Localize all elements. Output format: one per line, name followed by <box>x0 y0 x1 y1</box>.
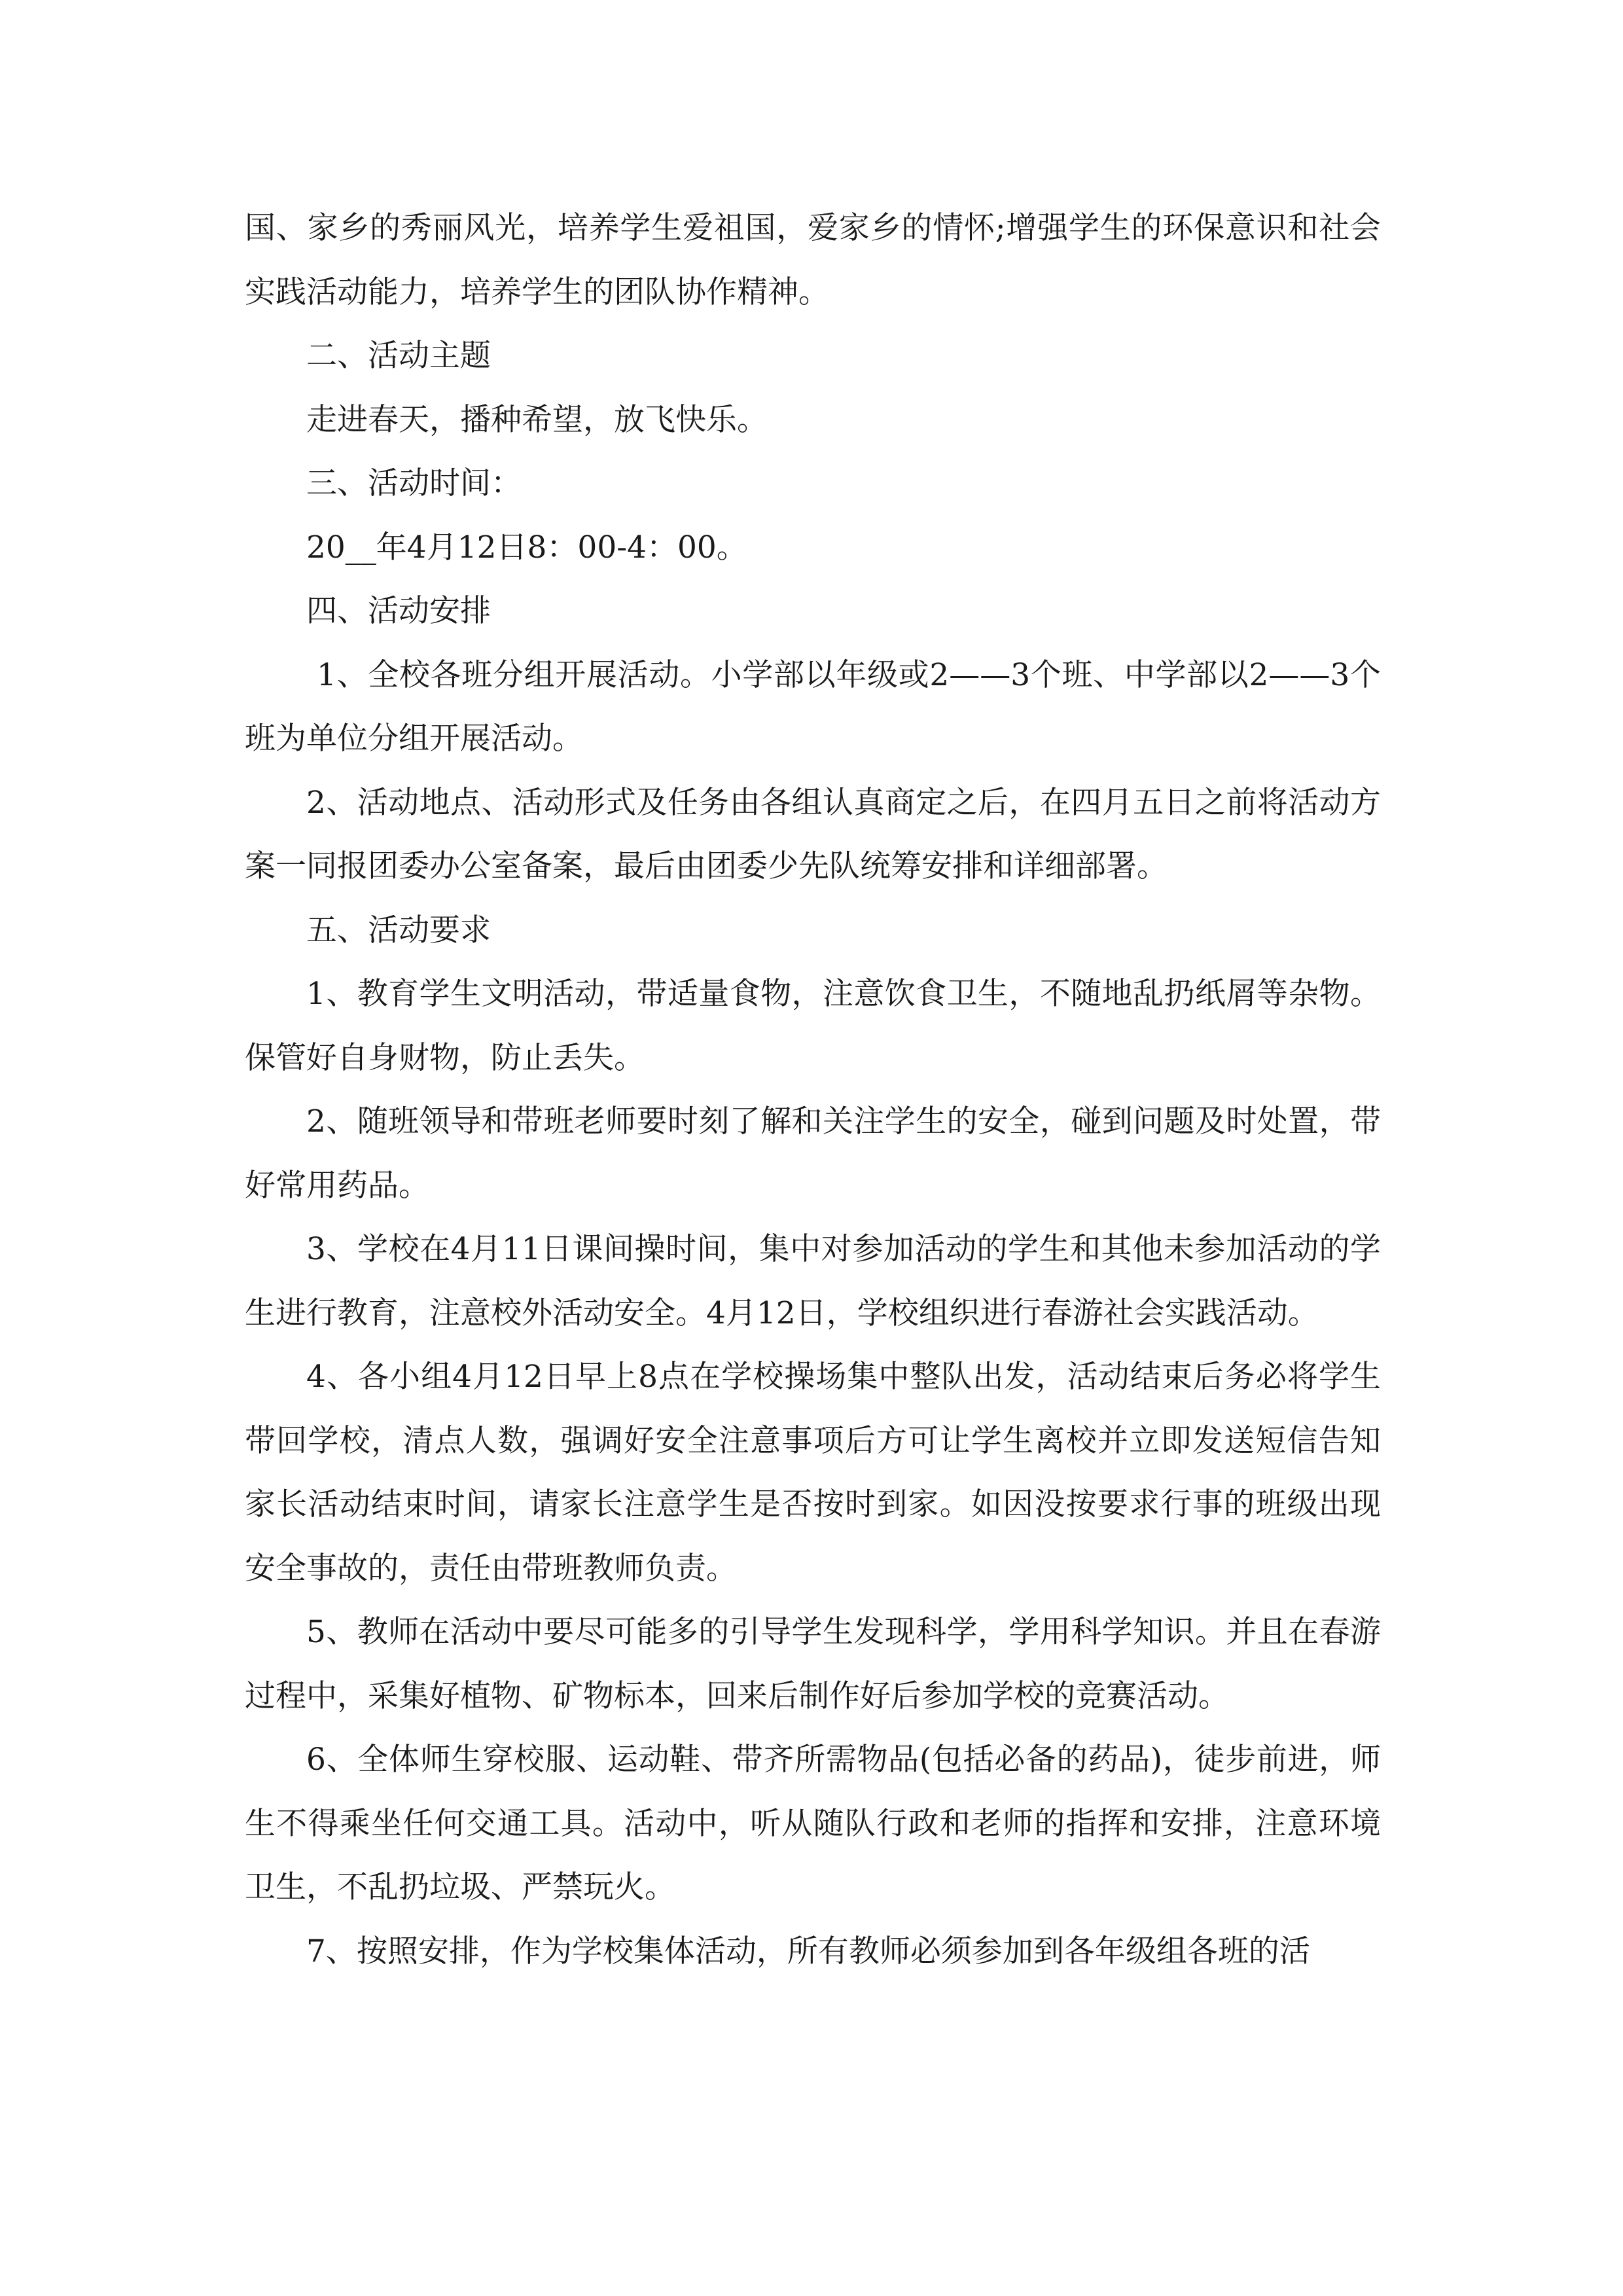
requirement-item-5: 5、教师在活动中要尽可能多的引导学生发现科学，学用科学知识。并且在春游过程中，采集好植物、矿物标本，回来后制作好后参加学校的竞赛活动。 <box>245 1614 1381 1714</box>
requirement-item-3: 3、学校在4月11日课间操时间，集中对参加活动的学生和其他未参加活动的学生进行教育，注意校外活动安全。4月12日，学校组织进行春游社会实践活动。 <box>245 1231 1381 1331</box>
heading-activity-arrangement: 四、活动安排 <box>306 593 491 629</box>
requirement-item-1: 1、教育学生文明活动，带适量食物，注意饮食卫生，不随地乱扔纸屑等杂物。保管好自身财物，防止丢失。 <box>245 976 1381 1076</box>
heading-activity-time: 三、活动时间： <box>306 465 522 501</box>
document-body <box>245 196 1381 1983</box>
paragraph-theme: 走进春天，播种希望，放飞快乐。 <box>306 401 768 438</box>
heading-activity-theme: 二、活动主题 <box>306 338 491 374</box>
requirement-item-2: 2、随班领导和带班老师要时刻了解和关注学生的安全，碰到问题及时处置，带好常用药品。 <box>245 1103 1381 1204</box>
paragraph-time: 20__年4月12日8：00-4：00。 <box>306 529 747 565</box>
requirement-item-7: 7、按照安排，作为学校集体活动，所有教师必须参加到各年级组各班的活 <box>306 1933 1310 1969</box>
heading-activity-requirements: 五、活动要求 <box>306 912 491 948</box>
requirement-item-6: 6、全体师生穿校服、运动鞋、带齐所需物品(包括必备的药品)，徒步前进，师生不得乘坐任何交通工具。活动中，听从随队行政和老师的指挥和安排，注意环境卫生，不乱扔垃圾、严禁玩火。 <box>245 1742 1381 1905</box>
arrangement-item-2: 2、活动地点、活动形式及任务由各组认真商定之后，在四月五日之前将活动方案一同报团委办公室备案，最后由团委少先队统筹安排和详细部署。 <box>245 784 1381 884</box>
requirement-item-4: 4、各小组4月12日早上8点在学校操场集中整队出发，活动结束后务必将学生带回学校，清点人数，强调好安全注意事项后方可让学生离校并立即发送短信告知家长活动结束时间，请家长注意学生是否按时到家。如因没按要求行事的班级出现安全事故的，责任由带班教师负责。 <box>245 1359 1381 1587</box>
paragraph-purpose-continued: 国、家乡的秀丽风光，培养学生爱祖国，爱家乡的情怀;增强学生的环保意识和社会实践活动能力，培养学生的团队协作精神。 <box>245 210 1381 310</box>
arrangement-item-1: 1、全校各班分组开展活动。小学部以年级或2——3个班、中学部以2——3个班为单位分组开展活动。 <box>245 656 1381 757</box>
